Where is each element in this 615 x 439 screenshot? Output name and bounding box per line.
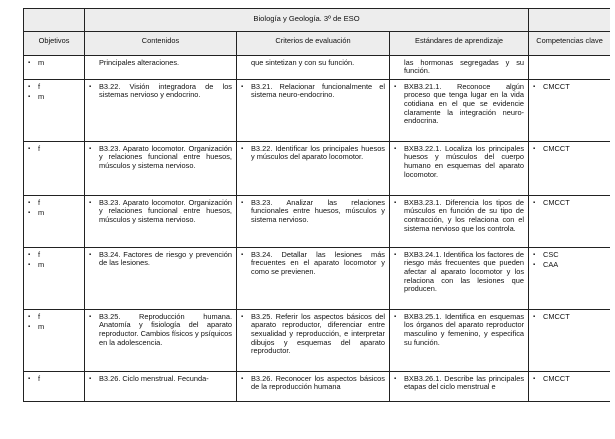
bullet-icon: ▪ [89,145,92,152]
contenidos-text: B3.23. Aparato locomotor. Organización y relaciones funcional entre huesos, músculos y sistema nervioso. [99,143,232,170]
estandares-text: BXB3.22.1. Localiza los principales huesos y músculos del cuerpo humano en esquemas del aparato locomotor. [404,143,525,179]
table-row [24,141,611,195]
contenidos-text: B3.22. Visión integradora de los sistemas nervioso y endocrino. [99,81,232,100]
criterios-text: B3.22. Identificar los principales huesos y músculos del aparato locomotor. [251,143,385,162]
bullet-icon: ▪ [28,94,31,101]
criterios-cell [237,195,390,247]
bullet-icon: ▪ [533,83,536,90]
table-row [24,195,611,247]
bullet-icon: ▪ [394,251,397,258]
header-estandares: Estándares de aprendizaje [390,32,529,56]
table-row [24,55,611,79]
contenidos-text: Principales alteraciones. [99,57,180,67]
table-row [24,79,611,141]
header-criterios: Criterios de evaluación [237,32,390,56]
bullet-icon: ▪ [241,313,244,320]
objetivo-text: f [38,143,41,153]
table-title: Biología y Geología. 3º de ESO [85,9,529,32]
estandares-text: BXB3.24.1. Identifica los factores de riesgo más frecuentes que pueden afectar al aparato locomotor y los relaciona con las lesiones que producen. [404,249,525,294]
competencia-text: CMCCT [543,197,570,207]
objetivos-cell [24,309,85,371]
bullet-icon: ▪ [28,59,31,66]
contenidos-cell [85,141,237,195]
bullet-icon: ▪ [533,145,536,152]
bullet-icon: ▪ [394,145,397,152]
estandares-cell [390,247,529,309]
competencia-text: CMCCT [543,143,570,153]
bullet-icon: ▪ [89,313,92,320]
bullet-icon: ▪ [89,199,92,206]
estandares-cell [390,141,529,195]
contenidos-cell [85,309,237,371]
document-page [23,8,610,439]
header-contenidos: Contenidos [85,32,237,56]
objetivos-cell [24,247,85,309]
curriculum-table [23,8,610,402]
competencias-cell [529,247,610,309]
objetivos-cell [24,79,85,141]
objetivo-item [28,199,80,208]
table-header-row [24,32,611,56]
bullet-icon: ▪ [533,251,536,258]
competencias-cell [529,309,610,371]
bullet-icon: ▪ [533,375,536,382]
estandares-cell [390,79,529,141]
objetivo-text: f [38,81,41,91]
objetivo-text: m [38,57,45,67]
bullet-icon: ▪ [533,199,536,206]
contenidos-text: B3.25. Reproducción humana. Anatomía y fisiología del aparato reproductor. Cambios físicos y psíquicos en la adolescencia. [99,311,232,347]
contenidos-cell [85,79,237,141]
estandares-cell [390,309,529,371]
competencia-text: CSC [543,249,559,259]
contenidos-cell [85,195,237,247]
criterios-cell [237,309,390,371]
criterios-cell [237,141,390,195]
table-title-row [24,9,611,32]
objetivo-item [28,375,80,384]
competencia-text: CMCCT [543,311,570,321]
competencia-item [533,83,606,92]
header-objetivos: Objetivos [24,32,85,56]
objetivo-item [28,59,80,68]
competencia-text: CAA [543,260,559,270]
estandares-text: BXB3.23.1. Diferencia los tipos de músculos en función de su tipo de contracción, y los relaciona con el sistema nervioso que los controla. [404,197,525,233]
contenidos-cell [85,247,237,309]
competencias-cell [529,141,610,195]
bullet-icon: ▪ [533,262,536,269]
bullet-icon: ▪ [533,313,536,320]
objetivo-item [28,261,80,270]
competencia-item [533,375,606,384]
table-row [24,247,611,309]
title-blank-cell [24,9,85,32]
criterios-text: B3.21. Relacionar funcionalmente el sistema neuro-endocrino. [251,81,385,100]
title-blank-cell [529,9,610,32]
criterios-cell [237,55,390,79]
contenidos-cell [85,371,237,401]
contenidos-text: B3.26. Ciclo menstrual. Fecunda- [99,373,209,383]
competencia-item [533,199,606,208]
bullet-icon: ▪ [394,83,397,90]
criterios-text: B3.25. Referir los aspectos básicos del aparato reproductor, diferenciar entre sexualidad y reproducción, e interpretar dibujos y esquemas del aparato reproductor. [251,311,385,356]
estandares-text: BXB3.21.1. Reconoce algún proceso que tenga lugar en la vida cotidiana en el que se evidencie claramente la integración neuro-endocrina. [404,81,525,126]
table-row [24,371,611,401]
competencia-text: CMCCT [543,373,570,383]
bullet-icon: ▪ [241,375,244,382]
competencia-item [533,251,606,260]
bullet-icon: ▪ [241,145,244,152]
estandares-text: BXB3.25.1. Identifica en esquemas los órganos del aparato reproductor masculino y femenino, y especifica su función. [404,311,525,347]
competencia-text: CMCCT [543,81,570,91]
objetivo-text: f [38,311,41,321]
bullet-icon: ▪ [28,199,31,206]
contenidos-text: B3.23. Aparato locomotor. Organización y relaciones funcional entre huesos, músculos y sistema nervioso. [99,197,232,224]
bullet-icon: ▪ [89,83,92,90]
objetivos-cell [24,141,85,195]
bullet-icon: ▪ [28,375,31,382]
objetivo-item [28,323,80,332]
objetivo-text: f [38,249,41,259]
competencia-item [533,261,606,270]
bullet-icon: ▪ [241,251,244,258]
objetivos-cell [24,371,85,401]
bullet-icon: ▪ [28,313,31,320]
competencia-item [533,145,606,154]
table-row [24,309,611,371]
competencias-cell [529,195,610,247]
criterios-cell [237,79,390,141]
estandares-text: BXB3.26.1. Describe las principales etapas del ciclo menstrual e [404,373,525,392]
bullet-icon: ▪ [241,199,244,206]
objetivo-text: f [38,197,41,207]
bullet-icon: ▪ [28,324,31,331]
bullet-icon: ▪ [28,262,31,269]
bullet-icon: ▪ [394,375,397,382]
bullet-icon: ▪ [28,210,31,217]
bullet-icon: ▪ [28,83,31,90]
objetivo-item [28,93,80,102]
objetivo-item [28,145,80,154]
objetivo-text: f [38,373,41,383]
criterios-text: B3.23. Analizar las relaciones funcionales entre huesos, músculos y sistema nervioso. [251,197,385,224]
estandares-cell [390,371,529,401]
criterios-cell [237,247,390,309]
bullet-icon: ▪ [28,145,31,152]
objetivo-text: m [38,92,45,102]
criterios-text: que sintetizan y con su función. [251,57,355,67]
competencia-item [533,313,606,322]
objetivo-item [28,251,80,260]
bullet-icon: ▪ [28,251,31,258]
objetivo-text: m [38,322,45,332]
header-competencias: Competencias clave [529,32,610,56]
contenidos-text: B3.24. Factores de riesgo y prevención de las lesiones. [99,249,232,268]
objetivo-text: m [38,260,45,270]
contenidos-cell [85,55,237,79]
competencias-cell [529,55,610,79]
objetivo-item [28,83,80,92]
competencias-cell [529,371,610,401]
criterios-text: B3.26. Reconocer los aspectos básicos de la reproducción humana [251,373,385,392]
estandares-text: las hormonas segregadas y su función. [404,57,525,76]
objetivo-text: m [38,208,45,218]
objetivo-item [28,209,80,218]
bullet-icon: ▪ [394,199,397,206]
estandares-cell [390,55,529,79]
estandares-cell [390,195,529,247]
competencias-cell [529,79,610,141]
bullet-icon: ▪ [241,83,244,90]
objetivo-item [28,313,80,322]
objetivos-cell [24,195,85,247]
criterios-text: B3.24. Detallar las lesiones más frecuentes en el aparato locomotor y como se previenen. [251,249,385,276]
criterios-cell [237,371,390,401]
bullet-icon: ▪ [89,375,92,382]
bullet-icon: ▪ [89,251,92,258]
objetivos-cell [24,55,85,79]
bullet-icon: ▪ [394,313,397,320]
